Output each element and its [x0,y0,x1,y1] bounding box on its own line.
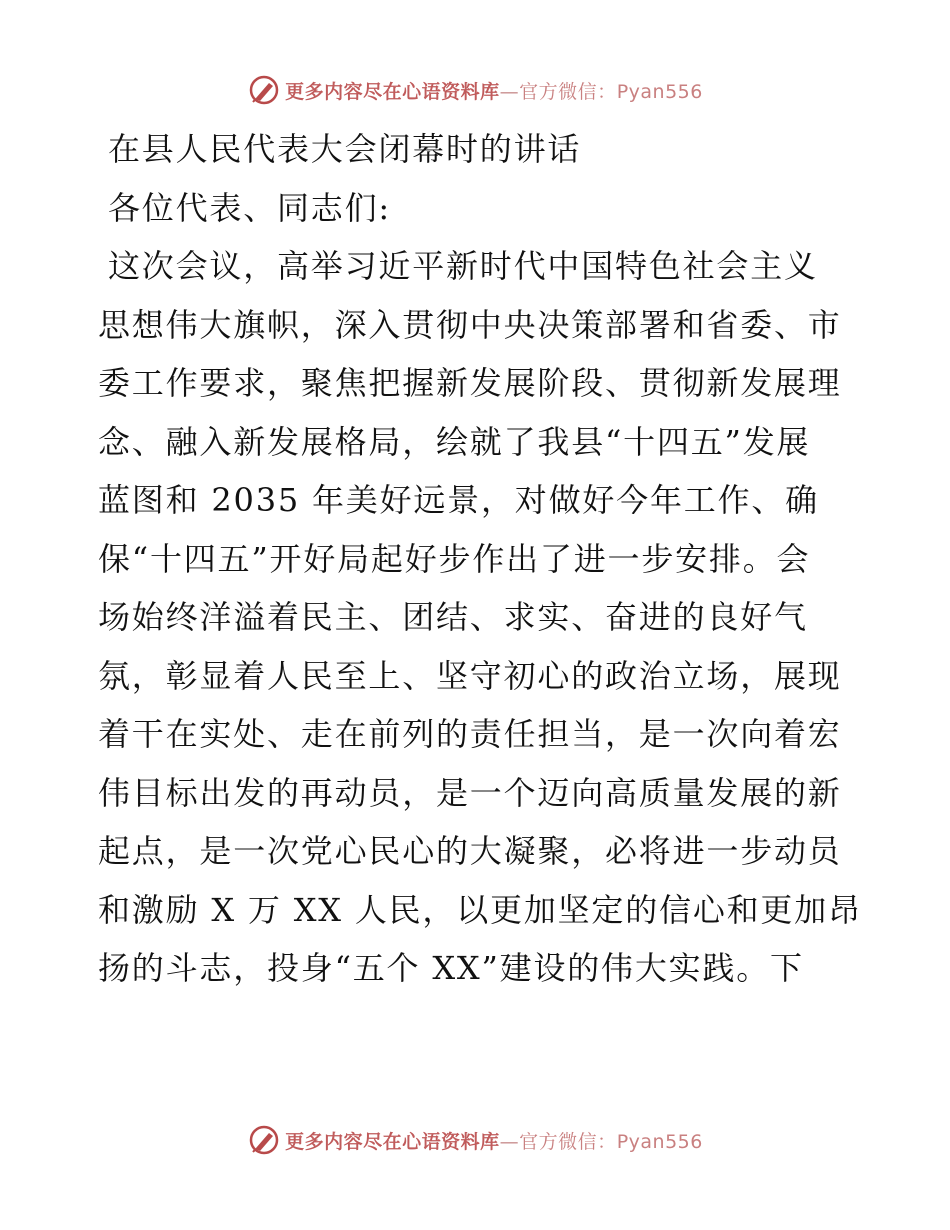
body-line: 扬的斗志，投身“五个 XX”建设的伟大实践。下 [98,949,804,987]
header-banner [0,70,950,110]
banner-wechat-label: 官方微信： [519,80,617,103]
body-line: 委工作要求，聚焦把握新发展阶段、贯彻新发展理 [98,364,842,402]
body-line: 蓝图和 2035 年美好远景，对做好今年工作、确 [98,481,819,519]
body-line: 伟目标出发的再动员，是一个迈向高质量发展的新 [98,773,842,812]
banner-text [285,77,703,104]
document-body [98,120,862,998]
body-line: 氛，彰显着人民至上、坚守初心的政治立场，展现 [98,656,842,695]
banner-wechat-id: Pyan556 [616,80,703,103]
banner-separator: — [499,80,520,103]
body-line: 这次会议，高举习近平新时代中国特色社会主义 [108,247,818,285]
body-line: 场始终洋溢着民主、团结、求实、奋进的良好气 [98,598,808,636]
body-line: 起点，是一次党心民心的大凝聚，必将进一步动员 [98,832,842,870]
footer-banner [0,1120,950,1160]
body-line: 保“十四五”开好局起好步作出了进一步安排。会 [98,539,811,578]
banner-brand: 更多内容尽在心语资料库 [285,80,500,103]
body-line: 念、融入新发展格局，绘就了我县“十四五”发展 [98,422,811,461]
document-title: 在县人民代表大会闭幕时的讲话 [108,130,582,168]
banner-separator: — [499,1130,520,1153]
banner-wechat-id: Pyan556 [616,1130,703,1153]
body-line: 思想伟大旗帜，深入贯彻中央决策部署和省委、市 [98,305,842,344]
banner-wechat-label: 官方微信： [519,1130,617,1153]
pen-logo-icon [247,73,281,107]
document-salutation: 各位代表、同志们: [108,188,391,227]
banner-brand: 更多内容尽在心语资料库 [285,1130,500,1153]
banner-text [285,1127,703,1154]
pen-logo-icon [247,1123,281,1157]
body-line: 和激励 X 万 XX 人民，以更加坚定的信心和更加昂 [98,890,862,929]
body-line: 着干在实处、走在前列的责任担当，是一次向着宏 [98,715,842,753]
